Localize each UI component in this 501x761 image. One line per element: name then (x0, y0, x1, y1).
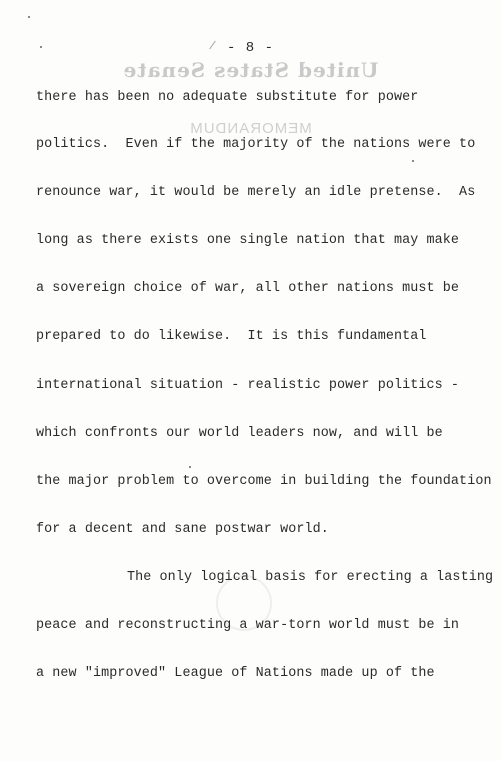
text-line: peace and reconstructing a war-torn world must be in (36, 618, 460, 633)
text-line: long as there exists one single nation that may make (36, 233, 460, 248)
text-line: a sovereign choice of war, all other nations must be (36, 281, 460, 296)
scan-speck (189, 466, 191, 468)
text-line: renounce war, it would be merely an idle pretense. As (36, 185, 476, 200)
text-line: which confronts our world leaders now, and will be (36, 426, 443, 441)
page-number: - 8 - (226, 40, 274, 56)
scan-speck (28, 16, 30, 18)
text-line: international situation - realistic power politics - (36, 378, 460, 393)
text-line: for a decent and sane postwar world. (36, 522, 329, 537)
memo-watermark: MEMORANDUM (189, 120, 312, 137)
text-line: the major problem to overcome in building the foundation (36, 474, 492, 489)
text-line: there has been no adequate substitute for power (36, 90, 419, 105)
text-line: politics. Even if the majority of the nations were to (36, 137, 476, 152)
scan-speck (412, 160, 414, 162)
text-line: a new "improved" League of Nations made up of the (36, 666, 435, 681)
text-line: prepared to do likewise. It is this fundamental (36, 329, 427, 344)
text-line: The only logical basis for erecting a lasting (127, 570, 494, 585)
letterhead-watermark: United States Senate (122, 58, 379, 82)
